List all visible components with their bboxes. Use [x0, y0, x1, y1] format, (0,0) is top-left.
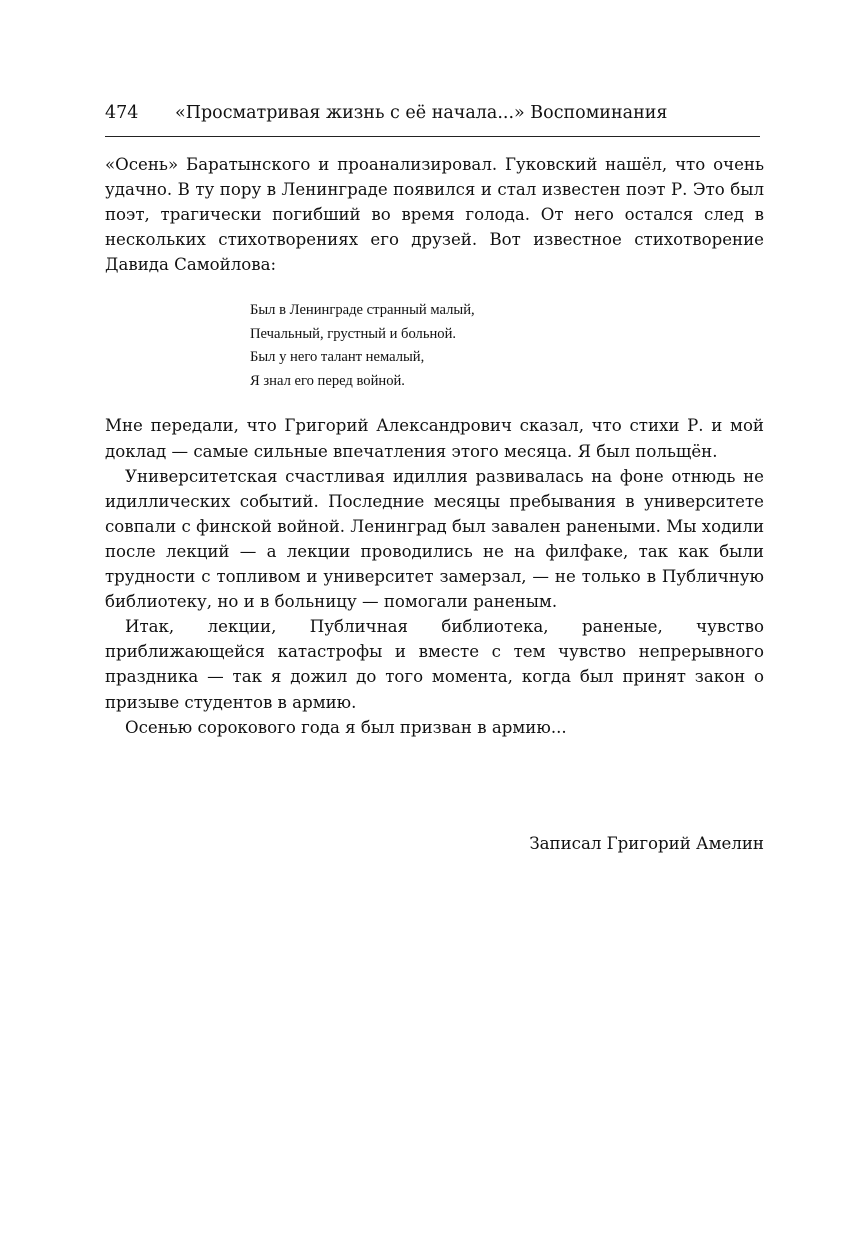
paragraph-1: «Осень» Баратынского и проанализировал. Гуковский нашёл, что очень удачно. В ту пору в Ленинграде появился и стал известен поэт Р. Это был поэт, трагически погибший во время голода. От него остался след в нескольких стихотворениях его друзей. Вот известное стихотворение Давида Самойлова:: [105, 155, 764, 275]
body-text: [105, 152, 764, 740]
running-head: [105, 101, 765, 129]
header-rule: [105, 136, 760, 137]
author-signature: Записал Григорий Амелин: [529, 834, 764, 853]
page-number: 474: [105, 103, 139, 123]
paragraph-4: Итак, лекции, Публичная библиотека, раненые, чувство приближающейся катастрофы и вместе с тем чувство непрерывного праздника — так я дожил до того момента, когда был принят закон о призыве студентов в армию.: [105, 617, 764, 712]
poem-line: Я знал его перед войной.: [250, 372, 405, 389]
paragraph-2: Мне передали, что Григорий Александрович сказал, что стихи Р. и мой доклад — самые сильные впечатления этого месяца. Я был польщён.: [105, 416, 764, 461]
poem-line: Печальный, грустный и больной.: [250, 325, 457, 342]
paragraph-5: Осенью сорокового года я был призван в армию...: [125, 717, 567, 737]
poem-line: Был у него талант немалый,: [250, 349, 425, 366]
poem-line: Был в Ленинграде странный малый,: [250, 302, 475, 319]
paragraph-3: Университетская счастливая идиллия развивалась на фоне отнюдь не идиллических событий. Последние месяцы пребывания в университете совпали с финской войной. Ленинград был завален ранеными. Мы ходили после лекций — а лекции проводились не на филфаке, так как были трудности с топливом и университет замерзал, — не только в Публичную библиотеку, но и в больницу — помогали раненым.: [105, 466, 764, 612]
poem-quote: [250, 299, 764, 393]
running-title: «Просматривая жизнь с её начала...» Воспоминания: [175, 103, 668, 123]
